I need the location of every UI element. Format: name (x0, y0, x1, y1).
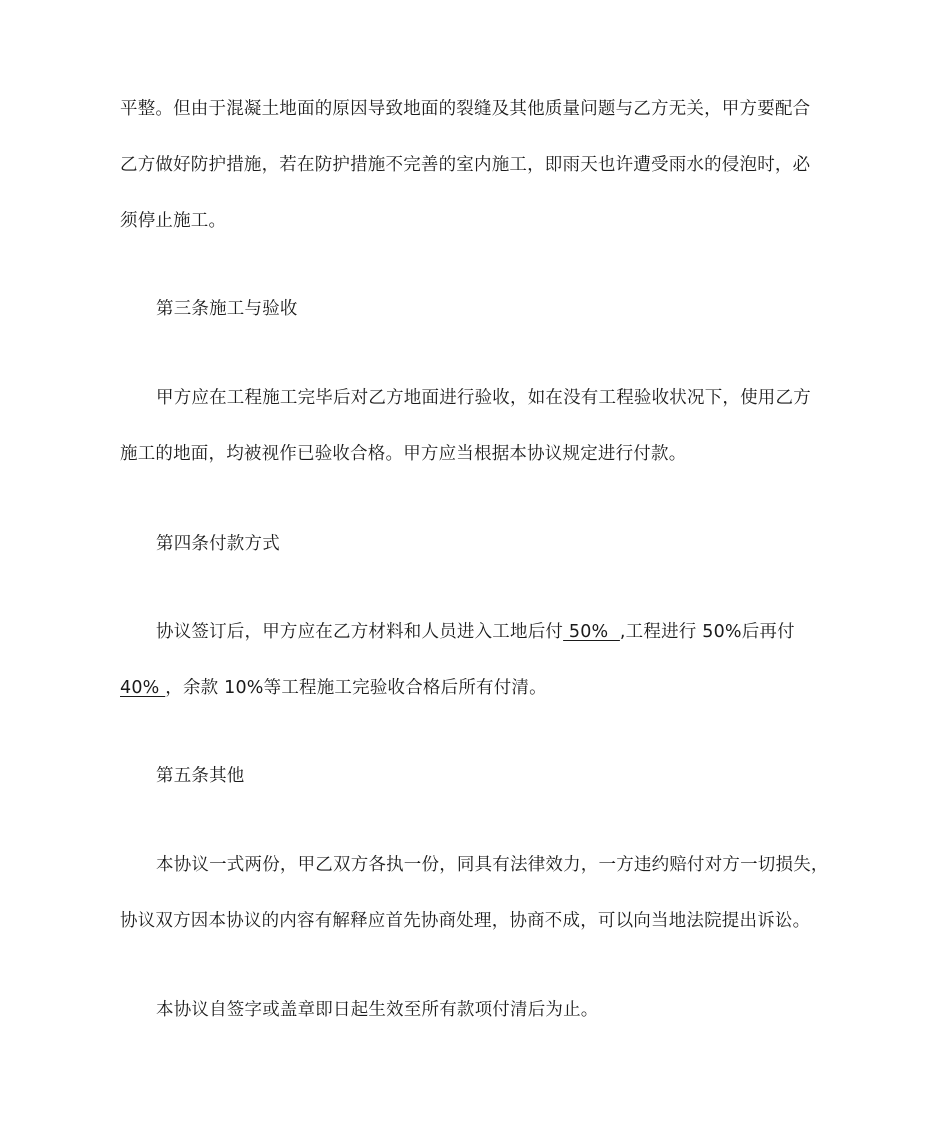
paragraph-3-text-c: ，余款 10%等工程施工完验收合格后所有付清。 (165, 678, 547, 698)
paragraph-4-line-1: 本协议一式两份，甲乙双方各执一份，同具有法律效力，一方违约赔付对方一切损失， (156, 855, 829, 875)
section-heading-3: 第三条施工与验收 (156, 299, 298, 319)
paragraph-1-line-2: 乙方做好防护措施，若在防护措施不完善的室内施工，即雨天也许遭受雨水的侵泡时，必 (120, 155, 811, 175)
paragraph-5: 本协议自签字或盖章即日起生效至所有款项付清后为止。 (156, 1000, 599, 1020)
section-heading-5: 第五条其他 (156, 766, 245, 786)
paragraph-2-line-2: 施工的地面，均被视作已验收合格。甲方应当根据本协议规定进行付款。 (120, 444, 687, 464)
paragraph-1-line-3: 须停止施工。 (120, 211, 227, 231)
paragraph-3-line-1 (156, 620, 832, 644)
second-payment-blank: 40% (120, 678, 166, 698)
paragraph-2-line-1: 甲方应在工程施工完毕后对乙方地面进行验收，如在没有工程验收状况下，使用乙方 (156, 388, 811, 408)
paragraph-3-line-2 (120, 676, 832, 700)
paragraph-4-line-2: 协议双方因本协议的内容有解释应首先协商处理，协商不成，可以向当地法院提出诉讼。 (120, 911, 811, 931)
paragraph-3-text-b: ,工程进行 50%后再付 (619, 622, 795, 642)
paragraph-1-line-1: 平整。但由于混凝土地面的原因导致地面的裂缝及其他质量问题与乙方无关，甲方要配合 (120, 99, 811, 119)
section-heading-4: 第四条付款方式 (156, 534, 280, 554)
first-payment-blank: 50% (563, 622, 620, 642)
paragraph-3-text-a: 协议签订后，甲方应在乙方材料和人员进入工地后付 (156, 622, 564, 642)
